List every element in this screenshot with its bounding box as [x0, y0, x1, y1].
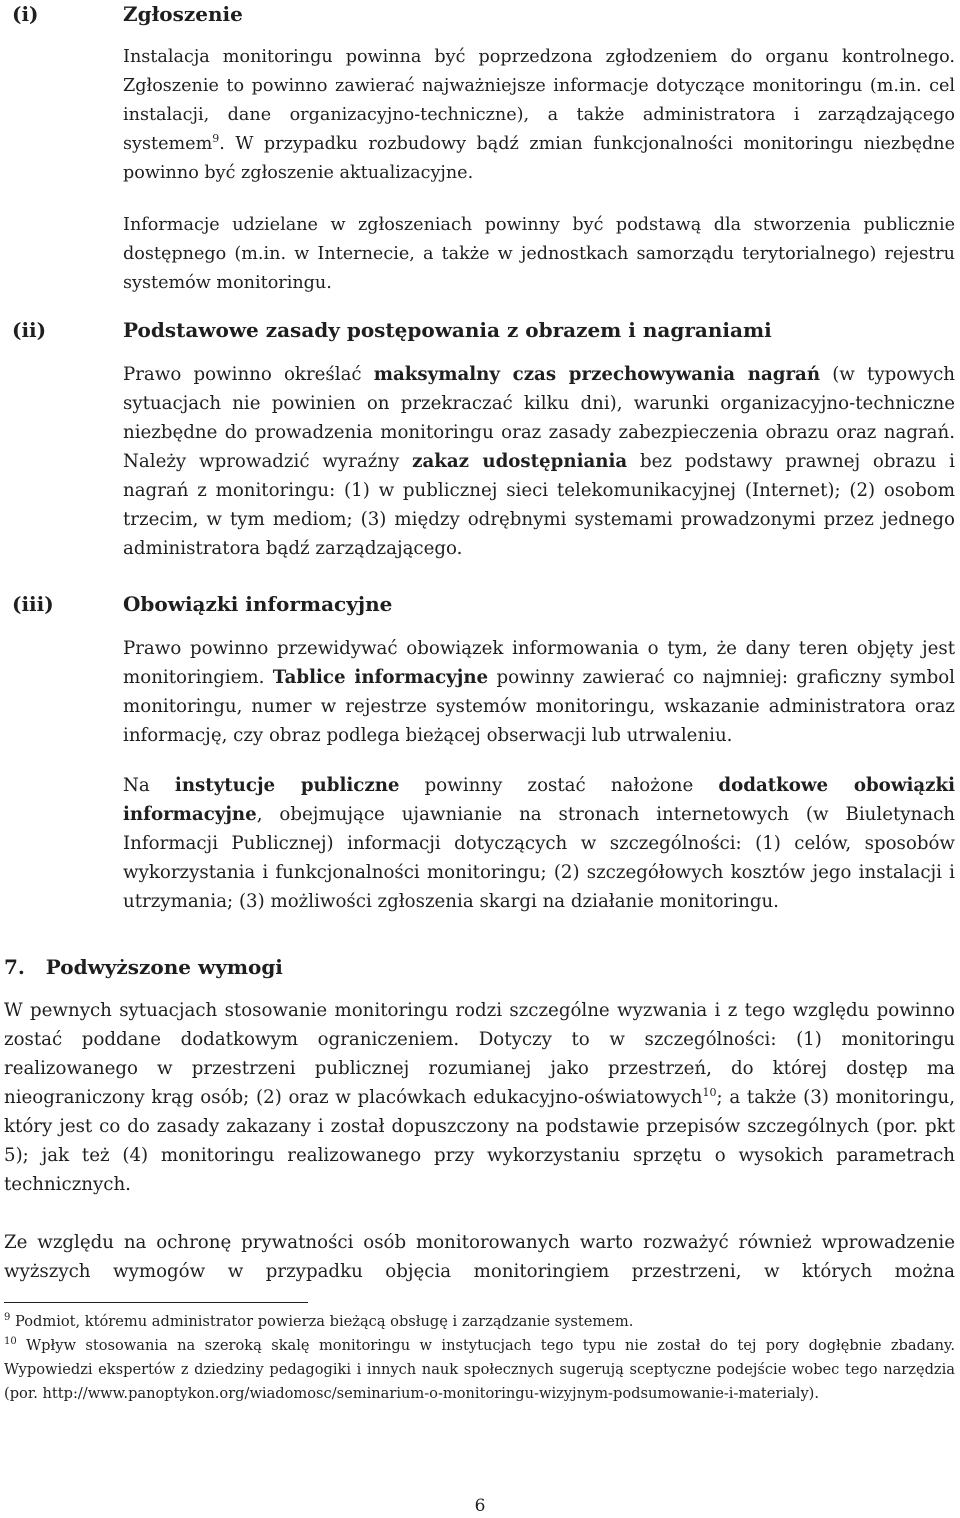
- emphasis: zakaz udostępniania: [412, 451, 628, 472]
- section-7-paragraph-2: Ze względu na ochronę prywatności osób monitorowanych warto rozważyć również wprowadzenie wyższych wymogów w przypadku objęcia monitoringiem przestrzeni, w których można: [4, 1232, 955, 1282]
- emphasis: Tablice informacyjne: [272, 667, 489, 688]
- emphasis: dodatkowe obowiązki informacyjne: [123, 775, 956, 825]
- section-7-paragraph-1: [4, 996, 955, 1199]
- footnote-ref-10[interactable]: 10: [702, 1086, 717, 1099]
- section-ii-heading: Podstawowe zasady postępowania z obrazem i nagraniami: [123, 318, 772, 342]
- text-span: . W przypadku rozbudowy bądź zmian funkcjonalności monitoringu niezbędne powinno być zgłoszenie aktualizacyjne.: [123, 134, 955, 183]
- section-iii-heading: Obowiązki informacyjne: [123, 592, 393, 616]
- section-iii-paragraph-2: [123, 771, 955, 916]
- section-i-paragraph-2: Informacje udzielane w zgłoszeniach powinny być podstawą dla stworzenia publicznie dostępnego (m.in. w Internecie, a także w jednostkach samorządu terytorialnego) rejestru systemów monitoringu.: [123, 215, 955, 293]
- text-span: powinny zawierać co najmniej: graficzny symbol monitoringu, numer w rejestrze systemów monitoringu, wskazanie administratora oraz informację, czy obraz podlega bieżącej obserwacji lub utrwaleniu.: [123, 667, 955, 746]
- footnote-separator: [4, 1302, 308, 1303]
- text-span: Prawo powinno określać: [123, 364, 374, 385]
- text-span: Instalacja monitoringu powinna być poprzedzona zgłodzeniem do organu kontrolnego. Zgłoszenie to powinno zawierać najważniejsze informacje dotyczące monitoringu (m.in. cel instalacji, dane organizacyjno-techniczne), a także administratora i zarządzającego systemem: [123, 47, 955, 154]
- text-span: bez podstawy prawnej obrazu i nagrań z monitoringu: (1) w publicznej sieci telekomunikacyjnej (Internet); (2) osobom trzecim, w tym mediom; (3) między odrębnymi systemami prowadzonymi przez jednego administratora bądź zarządzającego.: [123, 451, 955, 559]
- text-span: , obejmujące ujawnianie na stronach internetowych (w Biuletynach Informacji Publicznej) informacji dotyczących w szczególności: (1) celów, sposobów wykorzystania i funkcjonalności monitoringu; (2) szczegółowych kosztów jego instalacji i utrzymania; (3) możliwości zgłoszenia skargi na działanie monitoringu.: [123, 804, 955, 912]
- footnote-10: [4, 1334, 955, 1406]
- page-number: 6: [474, 1496, 486, 1516]
- footnote-text: Podmiot, któremu administrator powierza bieżącą obsługę i zarządzanie systemem.: [10, 1313, 634, 1330]
- section-iii-paragraph-1: [123, 634, 955, 750]
- text-span: Prawo powinno przewidywać obowiązek informowania o tym, że dany teren objęty jest monitoringiem.: [123, 638, 955, 688]
- emphasis: instytucje publiczne: [174, 775, 400, 796]
- text-span: Na: [123, 775, 175, 796]
- section-7-heading: 7. Podwyższone wymogi: [4, 955, 283, 979]
- text-span: (w typowych sytuacjach nie powinien on przekraczać kilku dni), warunki organizacyjno-techniczne niezbędne do prowadzenia monitoringu oraz zasady zabezpieczenia obrazu oraz nagrań. Należy wprowadzić wyraźny: [123, 364, 955, 472]
- section-i-paragraph-1: [123, 43, 955, 188]
- section-ii-paragraph: [123, 360, 955, 563]
- section-ii-label: (ii): [12, 318, 47, 342]
- section-iii-label: (iii): [12, 592, 54, 616]
- footnote-text: Wpływ stosowania na szeroką skalę monitoringu w instytucjach tego typu nie został do tej pory dogłębnie zbadany. Wypowiedzi ekspertów z dziedziny pedagogiki i innych nauk społecznych sugerują sceptyczne podejście wobec tego narzędzia (por. http://www.panoptykon.org/wiadomosc/seminarium-o-monitoringu-wizyjnym-podsumowanie-i-materialy).: [4, 1337, 955, 1402]
- footnote-9: [4, 1310, 955, 1334]
- footnote-number: 10: [4, 1336, 17, 1347]
- section-i-label: (i): [12, 2, 39, 26]
- emphasis: maksymalny czas przechowywania nagrań: [373, 364, 821, 385]
- section-i-heading: Zgłoszenie: [123, 2, 243, 26]
- text-span: W pewnych sytuacjach stosowanie monitoringu rodzi szczególne wyzwania i z tego względu powinno zostać poddane dodatkowym ograniczeniem. Dotyczy to w szczególności: (1) monitoringu realizowanego w przestrzeni publicznej rozumianej jako przestrzeń, do której dostęp ma nieograniczony krąg osób; (2) oraz w placówkach edukacyjno-oświatowych: [4, 1000, 955, 1108]
- footnote-number: 9: [4, 1312, 11, 1323]
- text-span: ; a także (3) monitoringu, który jest co do zasady zakazany i został dopuszczony na podstawie przepisów szczególnych (por. pkt 5); jak też (4) monitoringu realizowanego przy wykorzystaniu sprzętu o wysokich parametrach technicznych.: [4, 1087, 955, 1195]
- footnote-ref-9[interactable]: 9: [212, 132, 220, 145]
- text-span: powinny zostać nałożone: [399, 775, 719, 796]
